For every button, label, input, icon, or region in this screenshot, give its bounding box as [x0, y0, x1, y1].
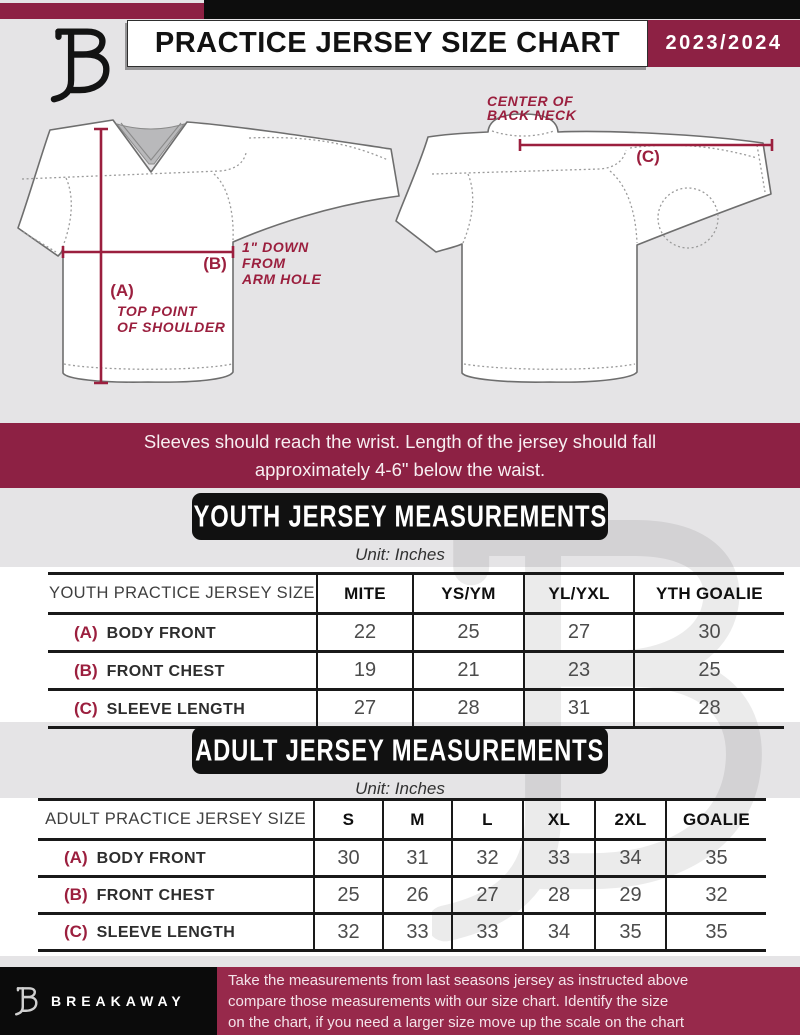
adult-col-s: S: [314, 800, 383, 840]
value-cell: 32: [452, 840, 523, 877]
value-cell: 32: [666, 877, 766, 914]
value-cell: 33: [383, 914, 452, 951]
row-label: BODY FRONT: [106, 624, 217, 642]
youth-col-mite: MITE: [317, 574, 413, 614]
value-cell: 32: [314, 914, 383, 951]
fit-note-line2: approximately 4-6" below the waist.: [254, 458, 546, 480]
adult-col-2xl: 2XL: [595, 800, 666, 840]
marker-a-caption-line1: TOP POINT: [117, 303, 198, 319]
adult-col-goalie: GOALIE: [666, 800, 766, 840]
value-cell: 35: [666, 914, 766, 951]
youth-section-title: YOUTH JERSEY MEASUREMENTS: [193, 499, 607, 533]
marker-b-caption-line2: FROM: [242, 255, 286, 271]
row-key: (C): [74, 698, 98, 718]
value-cell: 31: [524, 690, 634, 728]
back-jersey-drawing: [396, 114, 771, 382]
fit-note-line1: Sleeves should reach the wrist. Length of the jersey should fall: [143, 430, 657, 452]
adult-section-title: ADULT JERSEY MEASUREMENTS: [195, 733, 605, 767]
footer-brand-block: [0, 967, 217, 1035]
footer-instruction-line3: on the chart, if you need a larger size move up the scale on the chart: [228, 1013, 685, 1031]
adult-col-m: M: [383, 800, 452, 840]
marker-a-caption-line2: OF SHOULDER: [117, 319, 226, 335]
row-label: SLEEVE LENGTH: [106, 700, 246, 718]
breakaway-logo-icon: [15, 985, 42, 1018]
marker-c-caption-line1: CENTER OF: [487, 93, 574, 109]
value-cell: 35: [595, 914, 666, 951]
brand-name: BREAKAWAY: [51, 993, 186, 1009]
youth-col-goalie: YTH GOALIE: [634, 574, 784, 614]
row-key: (B): [64, 885, 88, 904]
row-label: SLEEVE LENGTH: [96, 924, 236, 941]
value-cell: 31: [383, 840, 452, 877]
value-cell: 29: [595, 877, 666, 914]
value-cell: 25: [634, 652, 784, 690]
value-cell: 35: [666, 840, 766, 877]
adult-col-l: L: [452, 800, 523, 840]
value-cell: 27: [524, 614, 634, 652]
youth-col-ylyxl: YL/YXL: [524, 574, 634, 614]
value-cell: 25: [314, 877, 383, 914]
row-key: (A): [64, 848, 88, 867]
row-key: (A): [74, 622, 98, 642]
row-label: FRONT CHEST: [106, 662, 225, 680]
row-label: BODY FRONT: [96, 850, 207, 867]
marker-c-label: (C): [636, 147, 660, 166]
table-row-body-front: [48, 614, 784, 652]
value-cell: 34: [523, 914, 595, 951]
adult-unit-label: Unit: Inches: [355, 779, 445, 798]
adult-col-xl: XL: [523, 800, 595, 840]
youth-size-column-header: YOUTH PRACTICE JERSEY SIZE: [49, 584, 315, 602]
youth-col-ysym: YS/YM: [413, 574, 524, 614]
youth-unit-label: Unit: Inches: [355, 545, 445, 564]
top-black-strip: [204, 0, 800, 19]
value-cell: 23: [524, 652, 634, 690]
value-cell: 28: [523, 877, 595, 914]
jersey-measurement-diagram: [0, 68, 800, 423]
value-cell: 27: [317, 690, 413, 728]
table-row-front-chest: [38, 877, 766, 914]
adult-measurements-table: [38, 798, 766, 952]
marker-b-caption-line3: ARM HOLE: [242, 271, 322, 287]
value-cell: 30: [314, 840, 383, 877]
marker-b-label: (B): [203, 254, 227, 273]
value-cell: 25: [413, 614, 524, 652]
footer-instruction-line1: Take the measurements from last seasons jersey as instructed above: [228, 971, 689, 989]
value-cell: 19: [317, 652, 413, 690]
footer-instruction-line2: compare those measurements with our size chart. Identify the size: [228, 992, 669, 1010]
table-row-body-front: [38, 840, 766, 877]
value-cell: 33: [523, 840, 595, 877]
marker-b-caption-line1: 1" DOWN: [242, 239, 309, 255]
marker-c-caption-line2: BACK NECK: [487, 107, 577, 123]
footer-instructions-block: [217, 967, 800, 1035]
row-key: (B): [74, 660, 98, 680]
value-cell: 21: [413, 652, 524, 690]
adult-section-header: [192, 727, 608, 774]
row-key: (C): [64, 922, 88, 941]
season-badge: [648, 20, 800, 67]
table-row-sleeve-length: [38, 914, 766, 951]
top-maroon-strip: [0, 3, 204, 19]
page-title: PRACTICE JERSEY SIZE CHART: [154, 27, 621, 59]
value-cell: 26: [383, 877, 452, 914]
value-cell: 30: [634, 614, 784, 652]
marker-a-label: (A): [110, 281, 134, 300]
youth-measurements-table: [48, 572, 784, 729]
row-label: FRONT CHEST: [96, 887, 215, 904]
value-cell: 27: [452, 877, 523, 914]
value-cell: 28: [634, 690, 784, 728]
value-cell: 34: [595, 840, 666, 877]
adult-table-header-row: [38, 800, 766, 840]
value-cell: 28: [413, 690, 524, 728]
table-row-sleeve-length: [48, 690, 784, 728]
page-title-box: [127, 20, 648, 67]
value-cell: 22: [317, 614, 413, 652]
fit-note-banner: [0, 423, 800, 488]
youth-table-header-row: [48, 574, 784, 614]
adult-size-column-header: ADULT PRACTICE JERSEY SIZE: [45, 810, 306, 828]
table-row-front-chest: [48, 652, 784, 690]
youth-section-header: [192, 493, 608, 540]
season-label: 2023/2024: [665, 32, 783, 54]
value-cell: 33: [452, 914, 523, 951]
